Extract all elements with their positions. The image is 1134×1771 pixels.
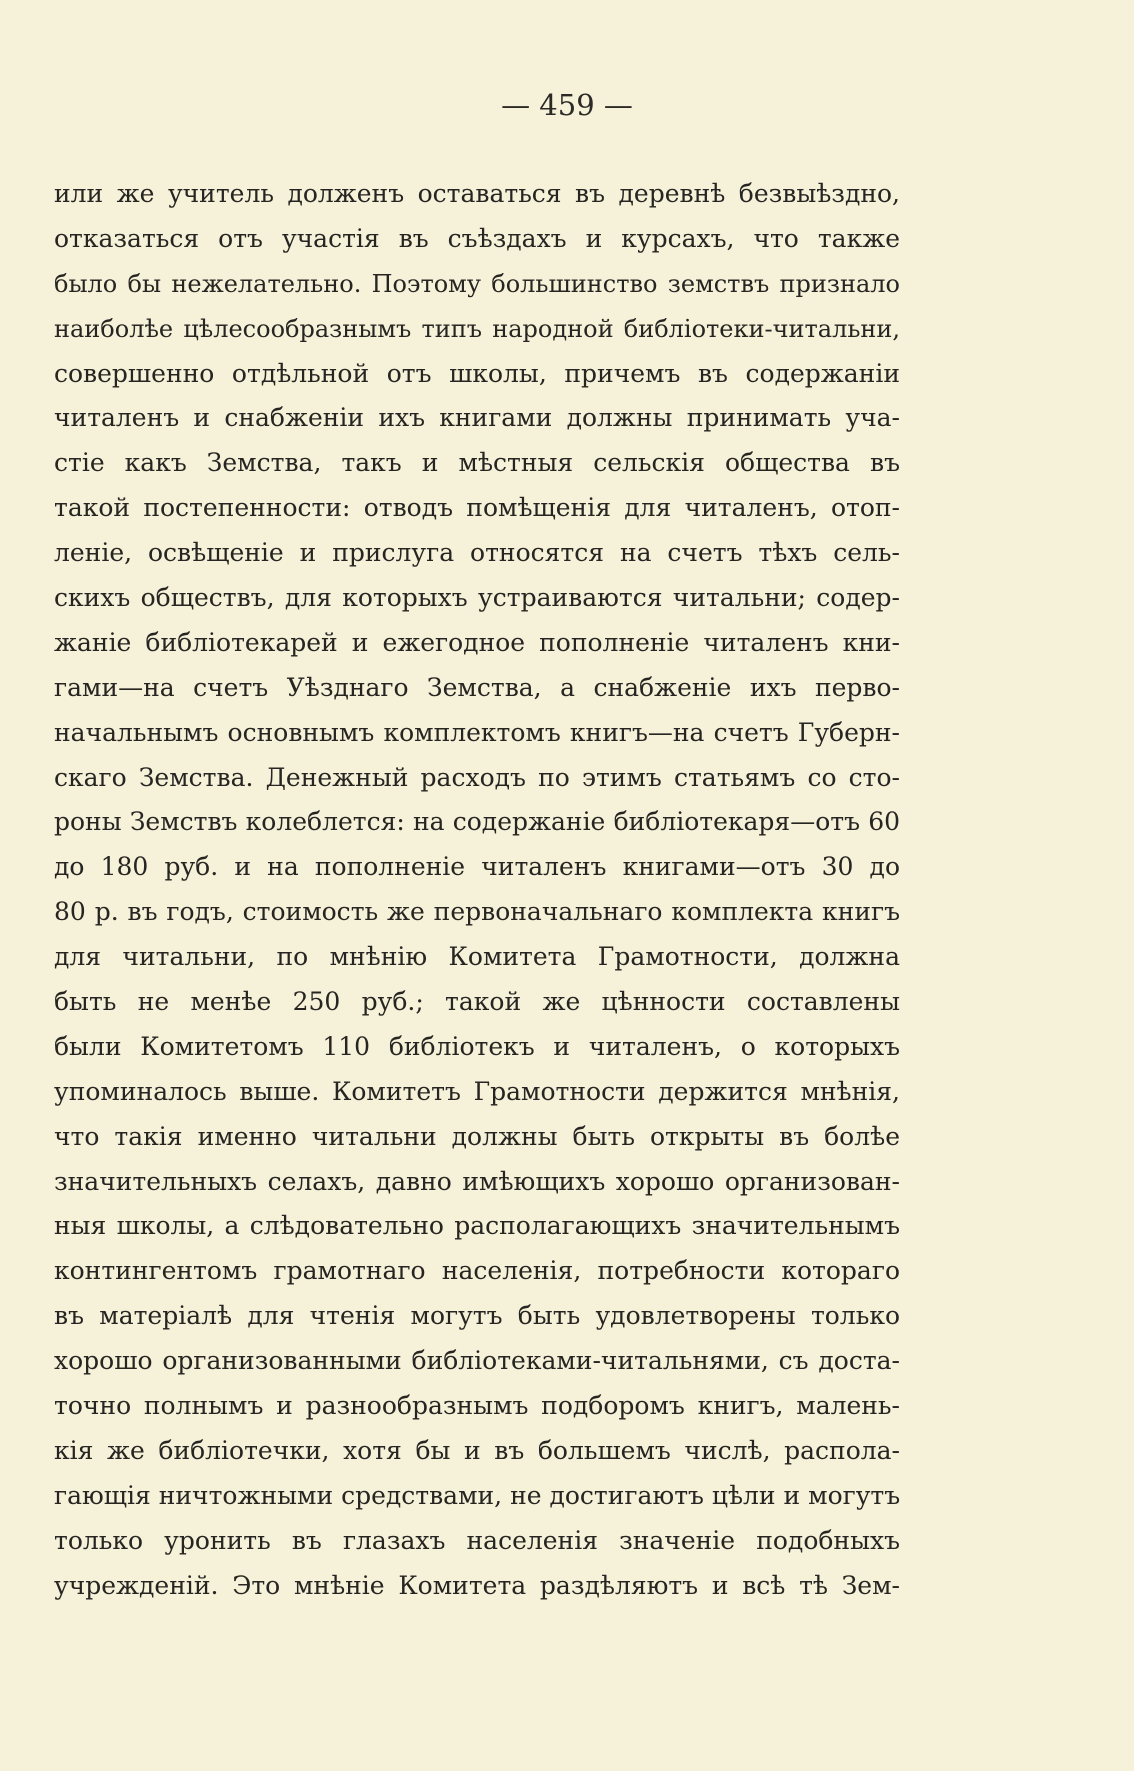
- text-line: наиболѣе цѣлесообразнымъ типъ народной библіотеки-читальни,: [54, 314, 900, 343]
- text-line: кія же библіотечки, хотя бы и въ большемъ числѣ, распола-: [54, 1435, 900, 1465]
- text-line: читаленъ и снабженіи ихъ книгами должны принимать уча-: [54, 403, 900, 433]
- text-line: что такія именно читальни должны быть открыты въ болѣе: [54, 1121, 900, 1151]
- text-line: такой постепенности: отводъ помѣщенія для читаленъ, отоп-: [54, 493, 900, 523]
- text-line: или же учитель долженъ оставаться въ деревнѣ безвыѣздно,: [54, 179, 900, 208]
- text-line: контингентомъ грамотнаго населенія, потребности котораго: [54, 1256, 900, 1286]
- text-line: скихъ обществъ, для которыхъ устраиваются читальни; содер-: [54, 583, 900, 613]
- text-line: гающія ничтожными средствами, не достигаютъ цѣли и могутъ: [54, 1480, 900, 1510]
- text-line: хорошо организованными библіотеками-читальнями, съ доста-: [54, 1346, 900, 1376]
- text-line: точно полнымъ и разнообразнымъ подборомъ книгъ, малень-: [54, 1391, 900, 1421]
- text-line: 80 р. въ годъ, стоимость же первоначальнаго комплекта книгъ: [54, 897, 900, 927]
- text-line: жаніе библіотекарей и ежегодное пополненіе читаленъ кни-: [54, 627, 900, 657]
- text-line: начальнымъ основнымъ комплектомъ книгъ—на счетъ Губерн-: [54, 717, 900, 747]
- text-line: значительныхъ селахъ, давно имѣющихъ хорошо организован-: [54, 1166, 900, 1196]
- text-line: быть не менѣе 250 руб.; такой же цѣнности составлены: [54, 987, 900, 1017]
- text-line: совершенно отдѣльной отъ школы, причемъ въ содержаніи: [54, 358, 900, 388]
- text-line: стіе какъ Земства, такъ и мѣстныя сельскія общества въ: [54, 448, 900, 478]
- text-line: гами—на счетъ Уѣзднаго Земства, а снабженіе ихъ перво-: [54, 672, 900, 702]
- text-line: были Комитетомъ 110 библіотекъ и читаленъ, о которыхъ: [54, 1031, 900, 1061]
- text-line: учрежденій. Это мнѣніе Комитета раздѣляютъ и всѣ тѣ Зем-: [54, 1570, 900, 1600]
- text-line: леніе, освѣщеніе и прислуга относятся на счетъ тѣхъ сель-: [54, 538, 900, 568]
- text-line: до 180 руб. и на пополненіе читаленъ книгами—отъ 30 до: [54, 852, 900, 882]
- page-number: — 459 —: [501, 88, 633, 122]
- text-line: отказаться отъ участія въ съѣздахъ и курсахъ, что также: [54, 223, 900, 253]
- text-line: ныя школы, а слѣдовательно располагающихъ значительнымъ: [54, 1211, 900, 1241]
- text-line: было бы нежелательно. Поэтому большинство земствъ признало: [54, 269, 900, 298]
- text-line: скаго Земства. Денежный расходъ по этимъ статьямъ со сто-: [54, 762, 900, 792]
- text-line: для читальни, по мнѣнію Комитета Грамотности, должна: [54, 942, 900, 972]
- body-text: [54, 172, 900, 1609]
- text-line: въ матеріалѣ для чтенія могутъ быть удовлетворены только: [54, 1301, 900, 1331]
- text-line: только уронить въ глазахъ населенія значеніе подобныхъ: [54, 1525, 900, 1555]
- text-line: роны Земствъ колеблется: на содержаніе библіотекаря—отъ 60: [54, 807, 900, 837]
- text-line: упоминалось выше. Комитетъ Грамотности держится мнѣнія,: [54, 1076, 900, 1106]
